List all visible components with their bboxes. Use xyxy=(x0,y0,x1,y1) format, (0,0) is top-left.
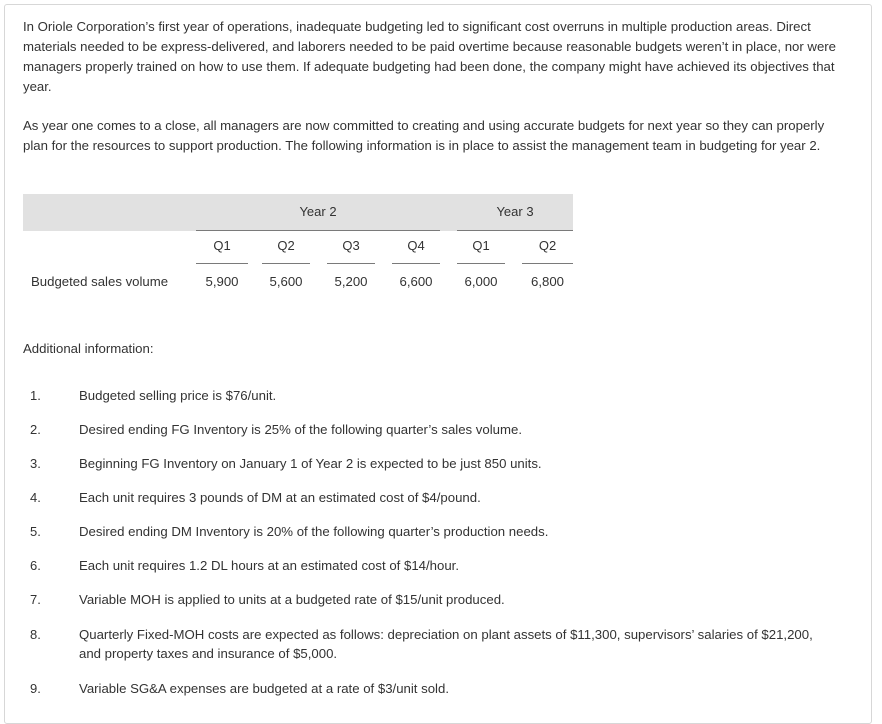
quarter-header: Q1 xyxy=(213,238,231,253)
quarter-rule xyxy=(327,263,375,264)
sales-volume-cell: 5,900 xyxy=(205,274,239,289)
list-item-number: 6. xyxy=(30,558,41,573)
row-label-budgeted-sales-volume: Budgeted sales volume xyxy=(31,274,169,289)
content-card xyxy=(4,4,872,724)
quarter-rule xyxy=(392,263,440,264)
quarter-header: Q3 xyxy=(342,238,360,253)
quarter-header: Q2 xyxy=(538,238,557,253)
year-2-rule xyxy=(196,230,440,231)
intro-paragraph-2: As year one comes to a close, all managers are now committed to creating and using accurate budgets for next year so they can properly plan for the resources to support production. The following information is in place to assist the management team in budgeting for year 2. xyxy=(23,118,825,153)
list-item: Quarterly Fixed-MOH costs are expected as follows: depreciation on plant assets of $11,300, supervisors’ salaries of $21,200, and property taxes and insurance of $5,000. xyxy=(79,627,813,661)
sales-volume-cell: 6,000 xyxy=(464,274,498,289)
year-2-header: Year 2 xyxy=(299,204,337,219)
quarter-rule xyxy=(457,263,505,264)
list-item: Variable SG&A expenses are budgeted at a rate of $3/unit sold. xyxy=(79,681,449,696)
sales-volume-cell: 6,800 xyxy=(530,274,564,289)
quarter-rule xyxy=(522,263,573,264)
list-item: Each unit requires 3 pounds of DM at an estimated cost of $4/pound. xyxy=(79,490,481,505)
sales-volume-cell: 5,200 xyxy=(334,274,368,289)
quarter-header: Q2 xyxy=(277,238,295,253)
year-3-rule xyxy=(457,230,573,231)
list-item: Desired ending FG Inventory is 25% of the following quarter’s sales volume. xyxy=(79,422,522,437)
list-item-number: 3. xyxy=(30,456,41,471)
list-item-number: 5. xyxy=(30,524,41,539)
list-item: Budgeted selling price is $76/unit. xyxy=(79,388,277,403)
sales-volume-cell: 5,600 xyxy=(269,274,303,289)
list-item: Beginning FG Inventory on January 1 of Year 2 is expected to be just 850 units. xyxy=(79,456,542,471)
list-item: Desired ending DM Inventory is 20% of the following quarter’s production needs. xyxy=(79,524,549,539)
list-item-number: 8. xyxy=(30,627,41,642)
sales-volume-cell: 6,600 xyxy=(399,274,433,289)
list-item-number: 9. xyxy=(30,681,41,696)
list-item-number: 7. xyxy=(30,592,41,607)
additional-info-heading: Additional information: xyxy=(23,341,154,356)
quarter-header: Q4 xyxy=(407,238,425,253)
list-item: Variable MOH is applied to units at a budgeted rate of $15/unit produced. xyxy=(79,592,505,607)
list-item-number: 4. xyxy=(30,490,41,505)
list-item: Each unit requires 1.2 DL hours at an estimated cost of $14/hour. xyxy=(79,558,459,573)
list-item-number: 1. xyxy=(30,388,41,403)
quarter-rule xyxy=(196,263,248,264)
year-3-header: Year 3 xyxy=(496,204,534,219)
quarter-rule xyxy=(262,263,310,264)
quarter-header: Q1 xyxy=(472,238,490,253)
list-item-number: 2. xyxy=(30,422,41,437)
intro-paragraph-1: In Oriole Corporation’s first year of operations, inadequate budgeting led to significant cost overruns in multiple production areas. Direct materials needed to be express-delivered, and laborers needed to be paid overtime because reasonable budgets weren’t in place, nor were managers properly trained on how to use them. If adequate budgeting had been done, the company might have achieved its objectives that year. xyxy=(23,19,837,94)
